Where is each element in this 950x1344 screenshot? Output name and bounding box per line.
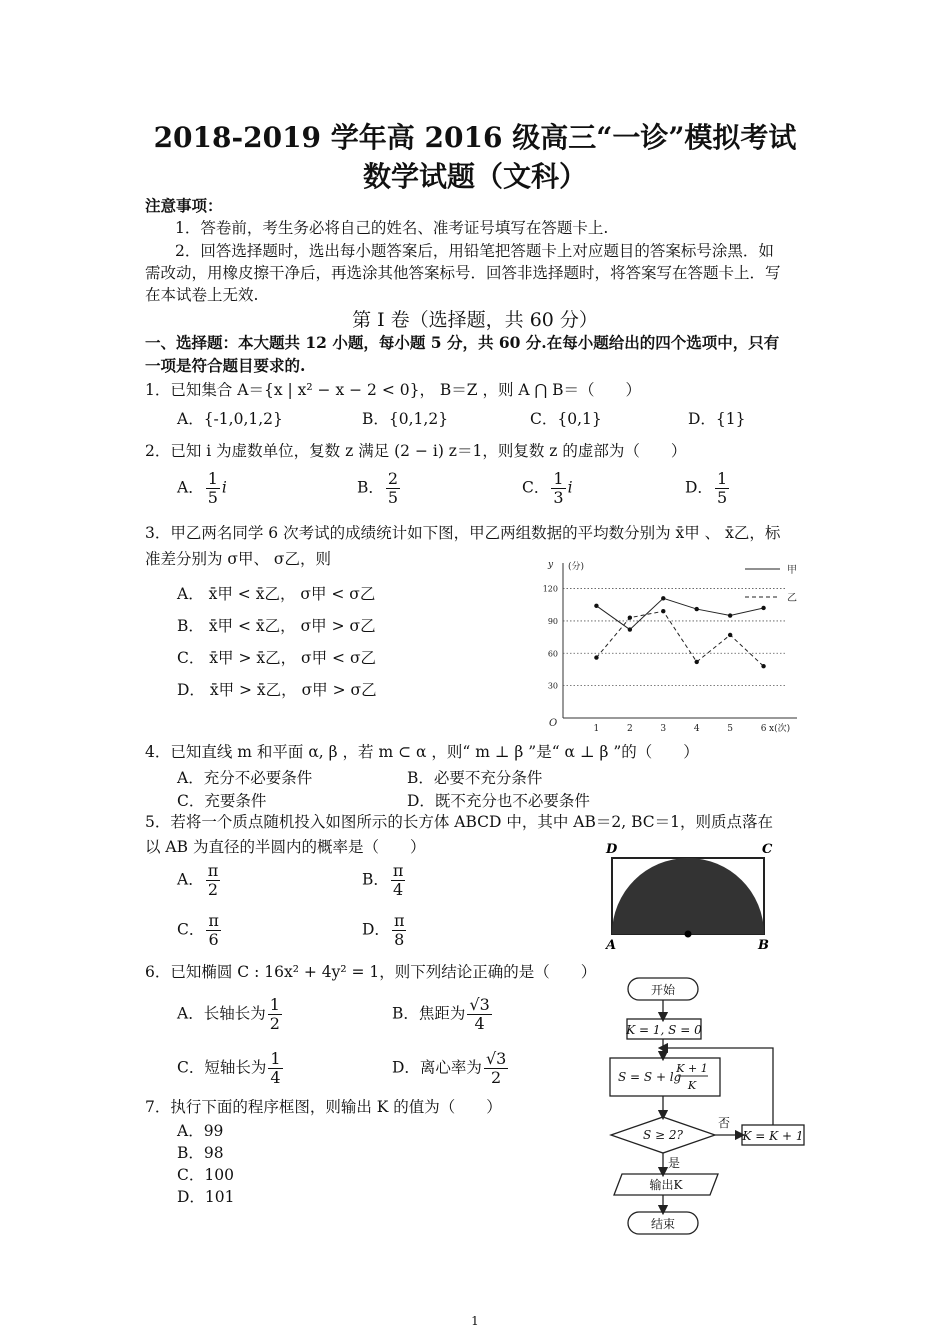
corner-label-c: C [762, 842, 773, 857]
flow-increment-text: K = K + 1 [742, 1129, 804, 1143]
q5-option-a: A． $\frac{\pi}{2}$ [177, 861, 219, 899]
exam-title: 2018-2019 学年高 2016 级高三“一诊”模拟考试 [153, 121, 797, 154]
corner-label-a: A [606, 938, 617, 953]
flow-assign-num: K + 1 [676, 1062, 708, 1075]
notice-item-2c: 在本试卷上无效. [145, 286, 259, 304]
q4-option-a: A．充分不必要条件 [177, 769, 313, 787]
program-flowchart [600, 972, 815, 1237]
q3-option-c: C． x̄甲 > x̄乙， σ甲 < σ乙 [177, 649, 377, 667]
q3-stem-1: 3．甲乙两名同学 6 次考试的成绩统计如下图，甲乙两组数据的平均数分别为 x̄甲 、 x̄乙，标 [145, 524, 781, 542]
exam-subtitle: 数学试题（文科） [362, 160, 587, 193]
q3-option-d: D． x̄甲 > x̄乙， σ甲 > σ乙 [177, 681, 377, 699]
q1-option-a: A．{-1,0,1,2} [177, 410, 283, 428]
q6-stem: 6．已知椭圆 C : 16x² + 4y² = 1，则下列结论正确的是（ ） [145, 963, 597, 981]
q4-option-c: C．充要条件 [177, 792, 267, 810]
data-point [594, 655, 598, 659]
notice-item-1: 1．答卷前，考生务必将自己的姓名、准考证号填写在答题卡上. [175, 219, 609, 237]
q1-option-c: C．{0,1} [530, 410, 602, 428]
q7-stem: 7．执行下面的程序框图，则输出 K 的值为（ ） [145, 1098, 502, 1116]
data-point [695, 660, 699, 664]
data-point [628, 615, 632, 619]
flow-output-text: 输出K [649, 1178, 683, 1192]
flow-init-text: K = 1, S = 0 [626, 1023, 702, 1037]
data-point [728, 633, 732, 637]
q7-option-b: B．98 [177, 1144, 224, 1162]
series-line-2 [596, 611, 763, 666]
q2-stem: 2．已知 i 为虚数单位，复数 z 满足 (2 − i) z＝1，则复数 z 的虚部为（ ） [145, 442, 687, 460]
q5-option-c: C． $\frac{\pi}{6}$ [177, 911, 219, 949]
rectangle-semicircle-figure [600, 838, 780, 953]
q5-option-b: B． $\frac{\pi}{4}$ [362, 861, 404, 899]
y-tick-label: 120 [542, 584, 558, 594]
data-point [728, 613, 732, 617]
flow-assign-text: S = S + lg [618, 1070, 682, 1084]
page-number: 1 [471, 1314, 479, 1328]
x-tick-label: 3 [660, 724, 667, 734]
q7-option-d: D．101 [177, 1188, 235, 1206]
y-tick-label: 60 [547, 649, 558, 659]
q5-stem-1: 5．若将一个质点随机投入如图所示的长方体 ABCD 中，其中 AB＝2, BC＝1，则质点落在 [145, 813, 774, 831]
flow-end-text: 结束 [650, 1217, 676, 1231]
q2-option-b: B． $\frac{2}{5}$ [357, 469, 399, 507]
flow-condition-text: S ≥ 2? [643, 1128, 683, 1142]
q2-option-c: C． $\frac{1}{3}$ i [522, 469, 573, 507]
center-point [685, 931, 692, 938]
q3-option-a: A． x̄甲 < x̄乙， σ甲 < σ乙 [177, 585, 376, 603]
x-axis-label: x(次) [769, 724, 791, 734]
q3-stem-2: 准差分别为 σ甲、 σ乙，则 [145, 550, 332, 568]
q5-stem-2: 以 AB 为直径的半圆内的概率是（ ） [145, 838, 426, 856]
q2-option-a: A． $\frac{1}{5}$ i [177, 469, 227, 507]
y-axis-label: (分) [568, 562, 585, 572]
y-tick-label: 30 [547, 681, 558, 691]
flow-yes-label: 是 [668, 1156, 681, 1170]
q7-option-a: A．99 [177, 1122, 224, 1140]
data-point [661, 609, 665, 613]
corner-label-d: D [606, 842, 618, 857]
section-desc-2: 一项是符合题目要求的. [145, 356, 306, 375]
origin-label: O [549, 718, 558, 729]
notice-heading: 注意事项： [145, 196, 223, 215]
q4-option-d: D．既不充分也不必要条件 [407, 792, 590, 810]
q1-option-b: B．{0,1,2} [362, 410, 449, 428]
data-point [761, 606, 765, 610]
y-axis-letter: y [548, 560, 554, 570]
q6-option-b: B．焦距为 $\frac{√3}{4}$ [392, 995, 490, 1033]
x-tick-label: 5 [727, 724, 734, 734]
q6-option-d: D．离心率为 $\frac{√3}{2}$ [392, 1049, 507, 1087]
q4-option-b: B．必要不充分条件 [407, 769, 543, 787]
section-title: 第 I 卷（选择题，共 60 分） [352, 309, 598, 331]
q7-option-c: C．100 [177, 1166, 234, 1184]
notice-item-2a: 2．回答选择题时，选出每小题答案后，用铅笔把答题卡上对应题目的答案标号涂黑．如 [175, 242, 774, 260]
corner-label-b: B [758, 938, 769, 953]
x-tick-label: 2 [626, 724, 633, 734]
flow-start-text: 开始 [650, 983, 676, 997]
q5-option-d: D． $\frac{\pi}{8}$ [362, 911, 405, 949]
notice-item-2b: 需改动，用橡皮擦干净后，再选涂其他答案标号．回答非选择题时，将答案写在答题卡上．写 [145, 264, 781, 282]
q3-option-b: B． x̄甲 < x̄乙， σ甲 > σ乙 [177, 617, 376, 635]
x-tick-label: 1 [593, 724, 600, 734]
data-point [594, 604, 598, 608]
data-point [695, 607, 699, 611]
data-point [761, 664, 765, 668]
x-tick-label: 4 [693, 724, 700, 734]
flow-assign-den: K [687, 1079, 697, 1092]
q6-option-c: C．短轴长为 $\frac{1}{4}$ [177, 1049, 281, 1087]
q4-stem: 4．已知直线 m 和平面 α, β ，若 m ⊂ α ，则“ m ⊥ β ”是“ α ⊥ β ”的（ ） [145, 743, 699, 761]
legend-label: 乙 [787, 593, 797, 604]
q6-option-a: A．长轴长为 $\frac{1}{2}$ [177, 995, 280, 1033]
score-line-chart [535, 555, 815, 740]
q2-option-d: D． $\frac{1}{5}$ [685, 469, 728, 507]
data-point [661, 596, 665, 600]
series-line-1 [596, 598, 763, 629]
legend-label: 甲 [787, 565, 797, 576]
q1-option-d: D．{1} [688, 410, 746, 428]
section-desc-1: 一、选择题：本大题共 12 小题，每小题 5 分，共 60 分.在每小题给出的四个选项中，只有 [145, 333, 780, 352]
x-tick-label: 6 [760, 724, 767, 734]
flow-no-label: 否 [718, 1116, 731, 1130]
y-tick-label: 90 [547, 616, 558, 626]
data-point [628, 627, 632, 631]
q1-stem: 1．已知集合 A＝{x | x² − x − 2 < 0}， B＝Z ，则 A ⋂ B＝（ ） [145, 381, 642, 399]
